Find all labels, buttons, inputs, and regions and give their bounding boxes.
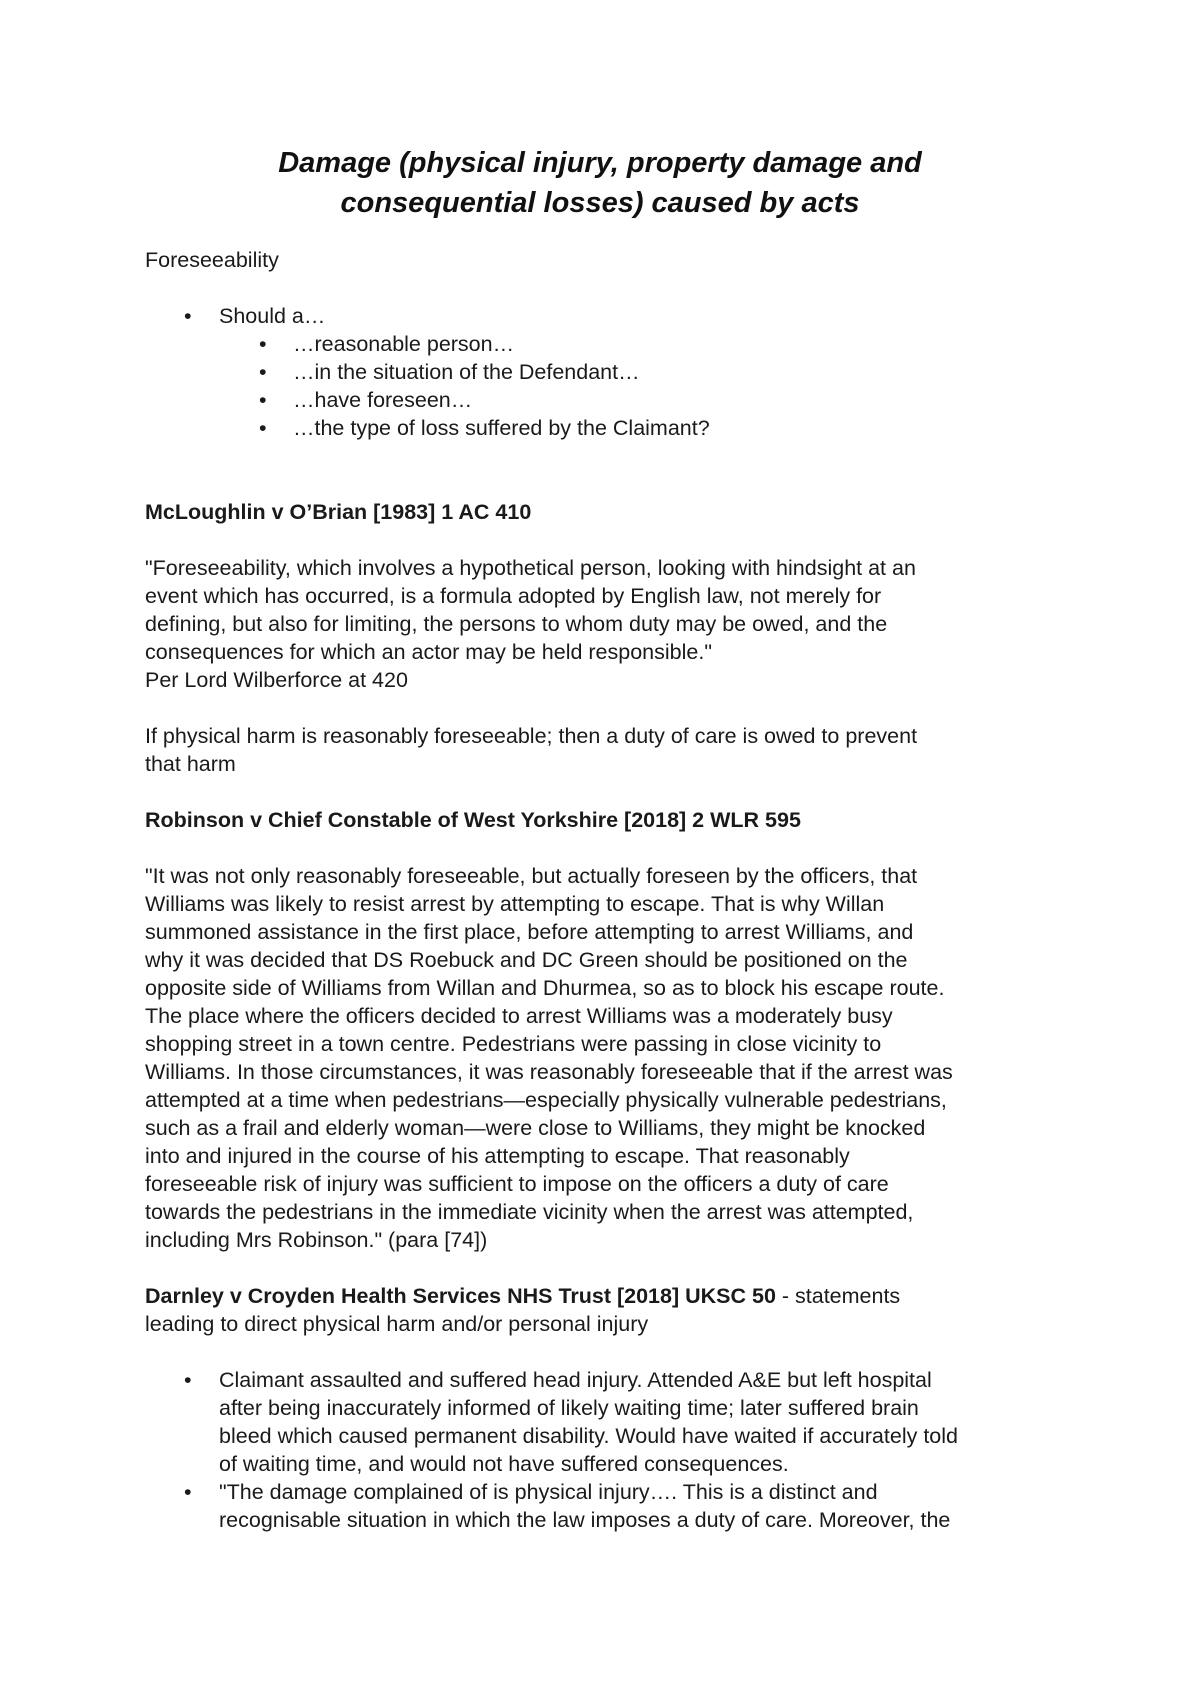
note-line: If physical harm is reasonably foreseeable; then a duty of care is owed to prevent xyxy=(145,724,918,748)
sub-list-item-text: …in the situation of the Defendant… xyxy=(293,360,640,384)
darnley-list xyxy=(145,1366,1085,1534)
quote-line: Williams was likely to resist arrest by attempting to escape. That is why Willan xyxy=(145,892,885,916)
quote-line: such as a frail and elderly woman—were close to Williams, they might be knocked xyxy=(145,1116,926,1140)
mcloughlin-quote xyxy=(145,554,1085,694)
foreseeability-label: Foreseeability xyxy=(145,248,279,272)
quote-line: "Foreseeability, which involves a hypothetical person, looking with hindsight at an xyxy=(145,556,916,580)
quote-line: consequences for which an actor may be held responsible." xyxy=(145,640,712,664)
darnley-case-name: Darnley v Croyden Health Services NHS Trust [2018] UKSC 50 xyxy=(145,1284,776,1308)
quote-line: opposite side of Williams from Willan and Dhurmea, so as to block his escape route. xyxy=(145,976,945,1000)
list-item-line: Claimant assaulted and suffered head injury. Attended A&E but left hospital xyxy=(219,1368,932,1392)
bullet-icon: • xyxy=(184,1480,192,1504)
quote-line: why it was decided that DS Roebuck and DC Green should be positioned on the xyxy=(145,948,908,972)
darnley-heading-line xyxy=(145,1282,1085,1310)
list-item-line: of waiting time, and would not have suffered consequences. xyxy=(219,1452,789,1476)
bullet-icon: • xyxy=(184,1368,192,1392)
list-item-line: recognisable situation in which the law imposes a duty of care. Moreover, the xyxy=(219,1508,951,1532)
quote-line: shopping street in a town centre. Pedestrians were passing in close vicinity to xyxy=(145,1032,882,1056)
document-title-line-2: consequential losses) caused by acts xyxy=(340,187,860,219)
mcloughlin-note xyxy=(145,722,1085,778)
sub-list-item-text: …reasonable person… xyxy=(293,332,515,356)
document-body xyxy=(145,246,1085,1534)
bullet-icon: • xyxy=(259,360,267,384)
bullet-icon: • xyxy=(259,388,267,412)
quote-line: foreseeable risk of injury was sufficient to impose on the officers a duty of care xyxy=(145,1172,889,1196)
case-heading-robinson: Robinson v Chief Constable of West Yorkshire [2018] 2 WLR 595 xyxy=(145,808,801,832)
quote-line: The place where the officers decided to arrest Williams was a moderately busy xyxy=(145,1004,893,1028)
case-heading-mcloughlin: McLoughlin v O’Brian [1983] 1 AC 410 xyxy=(145,500,532,524)
sub-list-item xyxy=(219,386,1085,414)
quote-line: defining, but also for limiting, the persons to whom duty may be owed, and the xyxy=(145,612,888,636)
list-item-line: after being inaccurately informed of likely waiting time; later suffered brain xyxy=(219,1396,919,1420)
quote-line: including Mrs Robinson." (para [74]) xyxy=(145,1228,488,1252)
note-line: that harm xyxy=(145,752,236,776)
list-item-line: bleed which caused permanent disability. Would have waited if accurately told xyxy=(219,1424,958,1448)
quote-line: Williams. In those circumstances, it was reasonably foreseeable that if the arrest was xyxy=(145,1060,953,1084)
quote-line: summoned assistance in the first place, before attempting to arrest Williams, and xyxy=(145,920,914,944)
bullet-icon: • xyxy=(259,416,267,440)
darnley-heading-suffix: - statements xyxy=(775,1284,901,1308)
list-item xyxy=(145,1366,1085,1478)
quote-attribution: Per Lord Wilberforce at 420 xyxy=(145,668,408,692)
document-title-line-1: Damage (physical injury, property damage and xyxy=(278,147,922,179)
quote-line: "It was not only reasonably foreseeable, but actually foreseen by the officers, that xyxy=(145,864,918,888)
bullet-icon: • xyxy=(259,332,267,356)
document-title xyxy=(140,143,1060,223)
sub-list-item xyxy=(219,414,1085,442)
sub-list-item xyxy=(219,358,1085,386)
list-item xyxy=(145,302,1085,442)
quote-line: towards the pedestrians in the immediate vicinity when the arrest was attempted, xyxy=(145,1200,914,1224)
quote-line: attempted at a time when pedestrians—especially physically vulnerable pedestrians, xyxy=(145,1088,947,1112)
list-item-line: "The damage complained of is physical injury…. This is a distinct and xyxy=(219,1480,878,1504)
list-item xyxy=(145,1478,1085,1534)
bullet-icon: • xyxy=(184,304,192,328)
sub-list-item-text: …have foreseen… xyxy=(293,388,473,412)
sub-list-item-text: …the type of loss suffered by the Claimant? xyxy=(293,416,710,440)
robinson-quote xyxy=(145,862,1085,1254)
quote-line: event which has occurred, is a formula adopted by English law, not merely for xyxy=(145,584,882,608)
case-heading-darnley xyxy=(145,1282,1085,1338)
quote-line: into and injured in the course of his attempting to escape. That reasonably xyxy=(145,1144,850,1168)
list-item-text: Should a… xyxy=(219,304,326,328)
foreseeability-list xyxy=(145,302,1085,442)
sub-list-item xyxy=(219,330,1085,358)
foreseeability-sublist xyxy=(219,330,1085,442)
darnley-heading-line-2: leading to direct physical harm and/or personal injury xyxy=(145,1312,649,1336)
